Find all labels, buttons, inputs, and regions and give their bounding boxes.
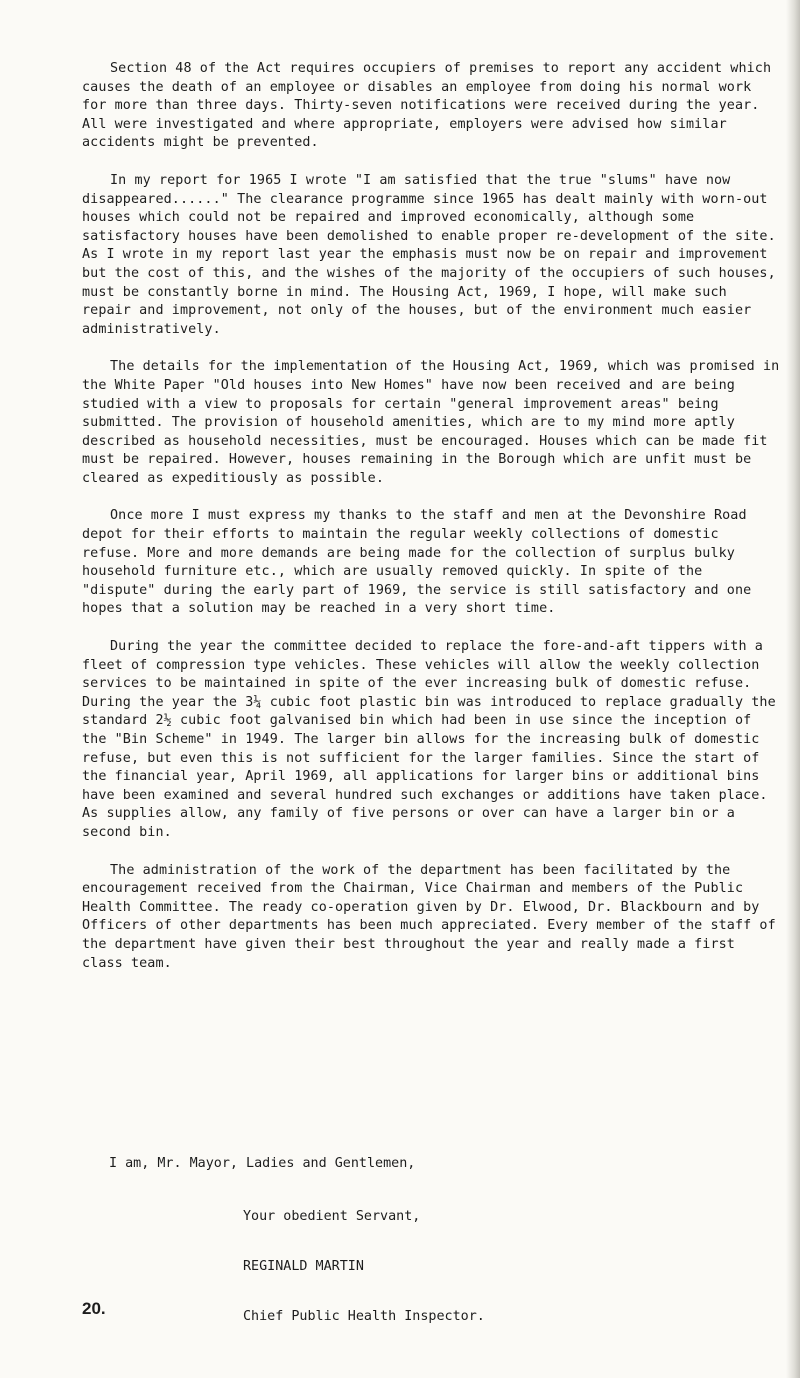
salutation: I am, Mr. Mayor, Ladies and Gentlemen, — [109, 1156, 416, 1171]
paragraph-housing-clearance: In my report for 1965 I wrote "I am satisfied that the true "slums" have now disappeared......" The clearance programme since 1965 has dealt mainly with worn-out houses which could not be repaired and improved economically, although some satisfactory houses have been demolished to enable proper re-development of the site. As I wrote in my report last year the emphasis must now be on repair and improvement but the cost of this, and the wishes of the majority of the occupiers of such houses, must be constantly borne in mind. The Housing Act, 1969, I hope, will make such repair and improvement, not only of the houses, but of the environment much easier administratively. — [82, 172, 776, 337]
signatory-name: REGINALD MARTIN — [243, 1259, 364, 1274]
paragraph-compression-vehicles: During the year the committee decided to replace the fore-and-aft tippers with a fleet of compression type vehicles. These vehicles will allow the weekly collection services to be maintained in spite of the ever increasing bulk of domestic refuse. During the year the 3¼ cubic foot plastic bin was introduced to replace gradually the standard 2½ cubic foot galvanised bin which had been in use since the inception of the "Bin Scheme" in 1949. The larger bin allows for the increasing bulk of domestic refuse, but even this is not sufficient for the larger families. Since the start of the financial year, April 1969, all applications for larger bins or additional bins have been examined and several hundred such exchanges or additions have taken place. As supplies allow, any family of five persons or over can have a larger bin or a second bin. — [82, 639, 776, 840]
page-number: 20. — [82, 1299, 106, 1318]
signatory-title: Chief Public Health Inspector. — [243, 1309, 485, 1324]
paragraph-acknowledgements: The administration of the work of the department has been facilitated by the encouragement received from the Chairman, Vice Chairman and members of the Public Health Committee. The ready co-operation given by Dr. Elwood, Dr. Blackbourn and by Officers of other departments has been much appreciated. Every member of the staff of the department have given their best throughout the year and really made a first class team. — [82, 862, 776, 971]
scan-edge-shadow — [786, 0, 800, 1378]
report-body — [82, 60, 782, 992]
valediction: Your obedient Servant, — [243, 1209, 421, 1224]
paragraph-housing-act: The details for the implementation of the Housing Act, 1969, which was promised in the White Paper "Old houses into New Homes" have now been received and are being studied with a view to proposals for certain "general improvement areas" being submitted. The provision of household amenities, which are to my mind more aptly described as household necessities, must be encouraged. Houses which can be made fit must be repaired. However, houses remaining in the Borough which are unfit must be cleared as expeditiously as possible. — [82, 359, 780, 486]
paragraph-accident-notifications: Section 48 of the Act requires occupiers of premises to report any accident which causes the death of an employee or disables an employee from doing his normal work for more than three days. Thirty-seven notifications were received during the year. All were investigated and where appropriate, employers were advised how similar accidents might be prevented. — [82, 61, 772, 151]
closing-block — [109, 1155, 769, 1208]
paragraph-refuse-collection: Once more I must express my thanks to the staff and men at the Devonshire Road depot for their efforts to maintain the regular weekly collections of domestic refuse. More and more demands are being made for the collection of surplus bulky household furniture etc., which are usually removed quickly. In spite of the "dispute" during the early part of 1969, the service is still satisfactory and one hopes that a solution may be reached in a very short time. — [82, 508, 752, 617]
